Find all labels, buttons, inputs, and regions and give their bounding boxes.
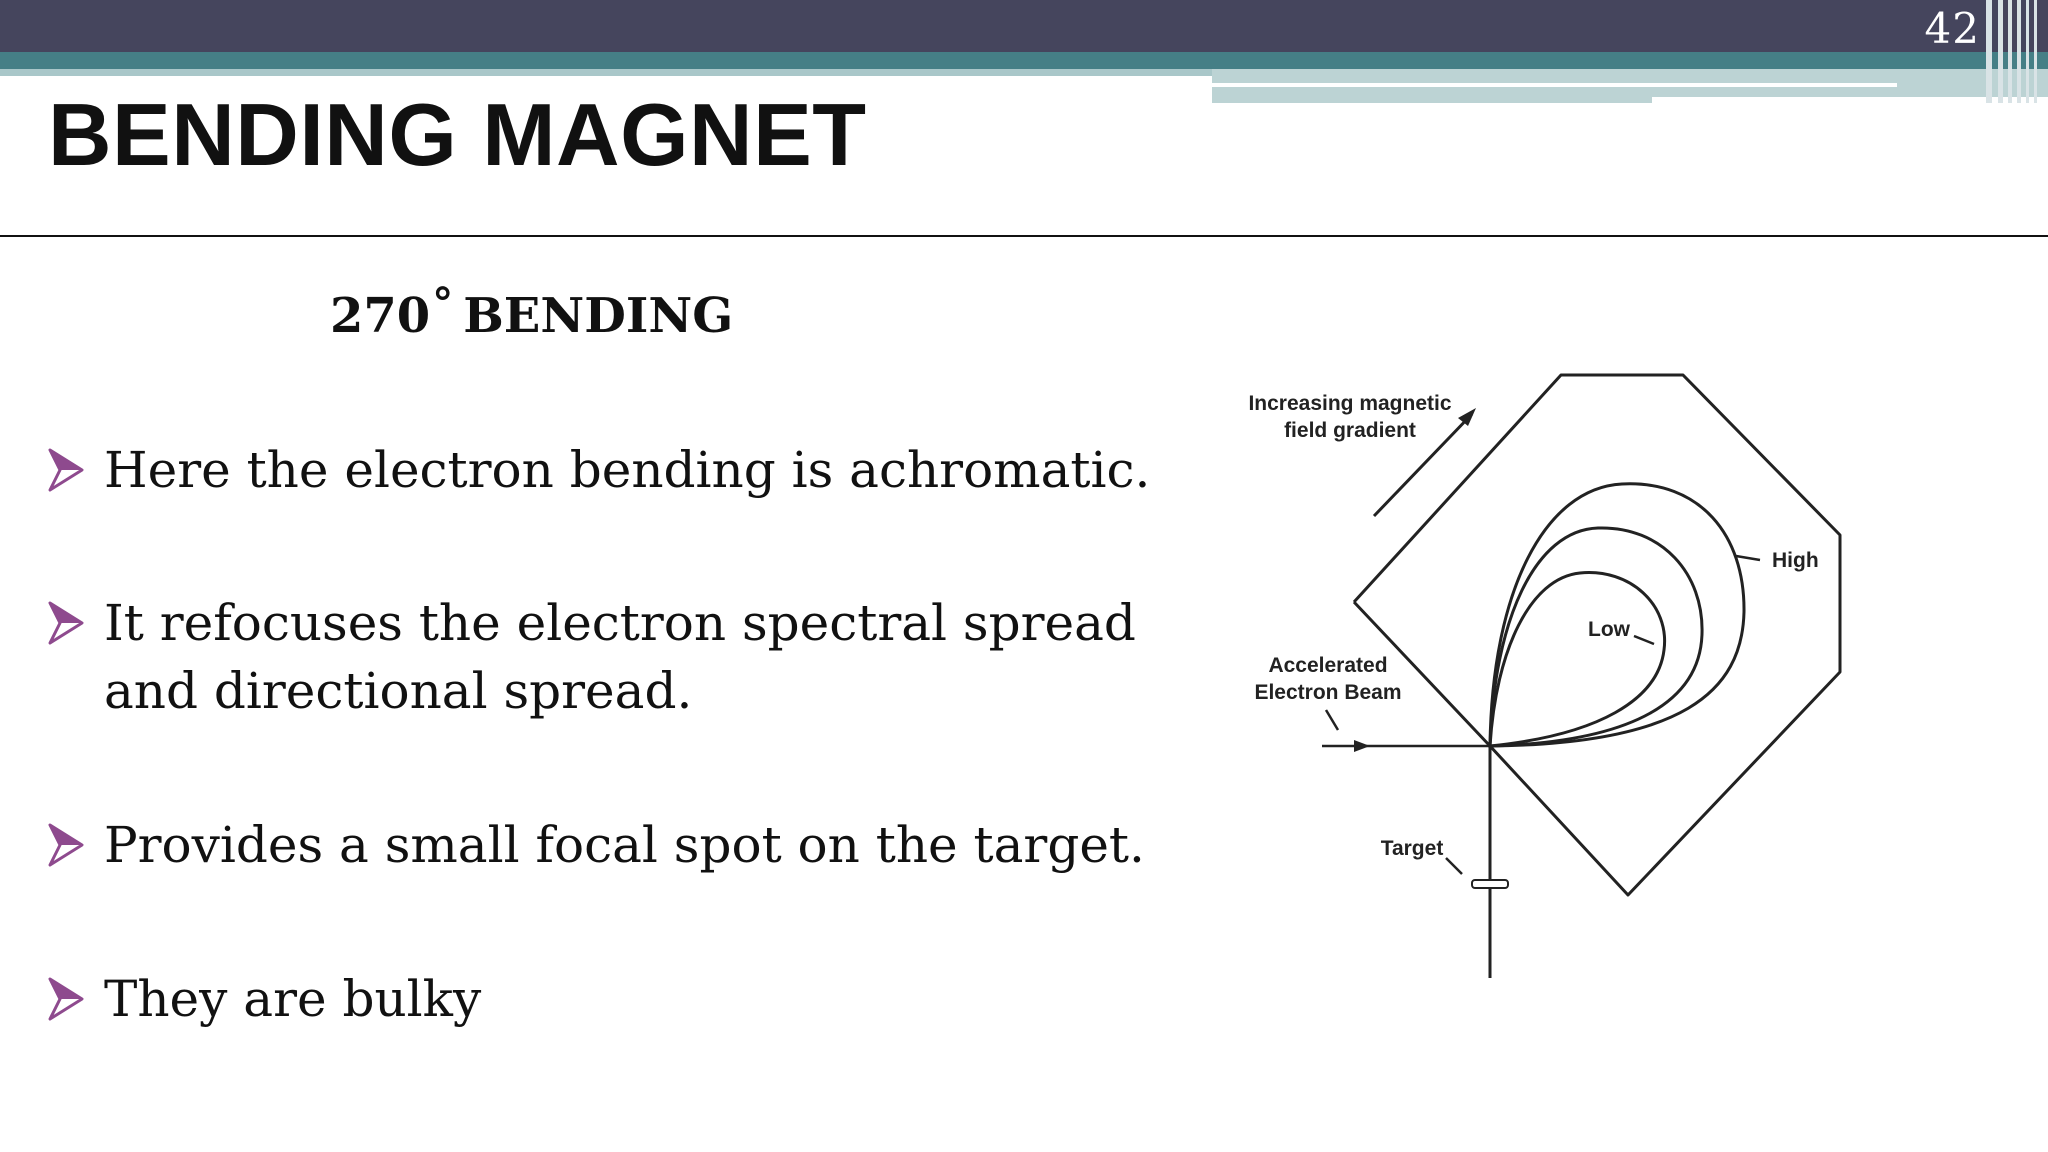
target-leader xyxy=(1446,858,1462,874)
label-gradient-line1: Increasing magnetic xyxy=(1248,392,1452,415)
label-gradient-line2: field gradient xyxy=(1284,419,1416,442)
label-beam-line2: Electron Beam xyxy=(1254,681,1402,704)
degree-symbol: ° xyxy=(432,279,454,328)
beam-arrowhead xyxy=(1354,740,1370,752)
header-stripes xyxy=(1982,0,2048,103)
bullet-text: It refocuses the electron spectral spread and directional spread. xyxy=(104,594,1136,720)
label-high: High xyxy=(1772,549,1819,572)
target-marker xyxy=(1472,880,1508,888)
bending-magnet-figure xyxy=(1230,350,1880,990)
bullet-text: Here the electron bending is achromatic. xyxy=(104,441,1151,499)
beam-label-leader xyxy=(1326,710,1338,730)
label-low: Low xyxy=(1588,618,1630,641)
orbit-high xyxy=(1490,484,1744,746)
label-beam-line1: Accelerated xyxy=(1268,654,1388,677)
bullet-text: Provides a small focal spot on the target. xyxy=(104,816,1145,874)
section-subtitle xyxy=(330,279,734,344)
bullet-text: They are bulky xyxy=(104,970,482,1028)
label-target: Target xyxy=(1380,837,1444,860)
low-leader xyxy=(1634,636,1654,644)
arrow-bullet-icon xyxy=(48,823,84,867)
header-dark-bar xyxy=(0,0,2048,52)
high-leader xyxy=(1736,556,1760,560)
header-light-bar xyxy=(0,69,1212,76)
slide-title: BENDING MAGNET xyxy=(48,85,867,184)
gradient-arrowhead xyxy=(1458,408,1476,426)
subtitle-value: 270 xyxy=(330,288,431,344)
header-teal-bar xyxy=(0,52,2048,69)
bending-magnet-diagram xyxy=(1230,350,1880,990)
slide-number: 42 xyxy=(1924,4,1980,53)
title-divider xyxy=(0,235,2048,237)
arrow-bullet-icon xyxy=(48,601,84,645)
arrow-bullet-icon xyxy=(48,448,84,492)
arrow-bullet-icon xyxy=(48,977,84,1021)
subtitle-text: BENDING xyxy=(463,288,734,344)
header-right-line xyxy=(1212,83,1897,87)
